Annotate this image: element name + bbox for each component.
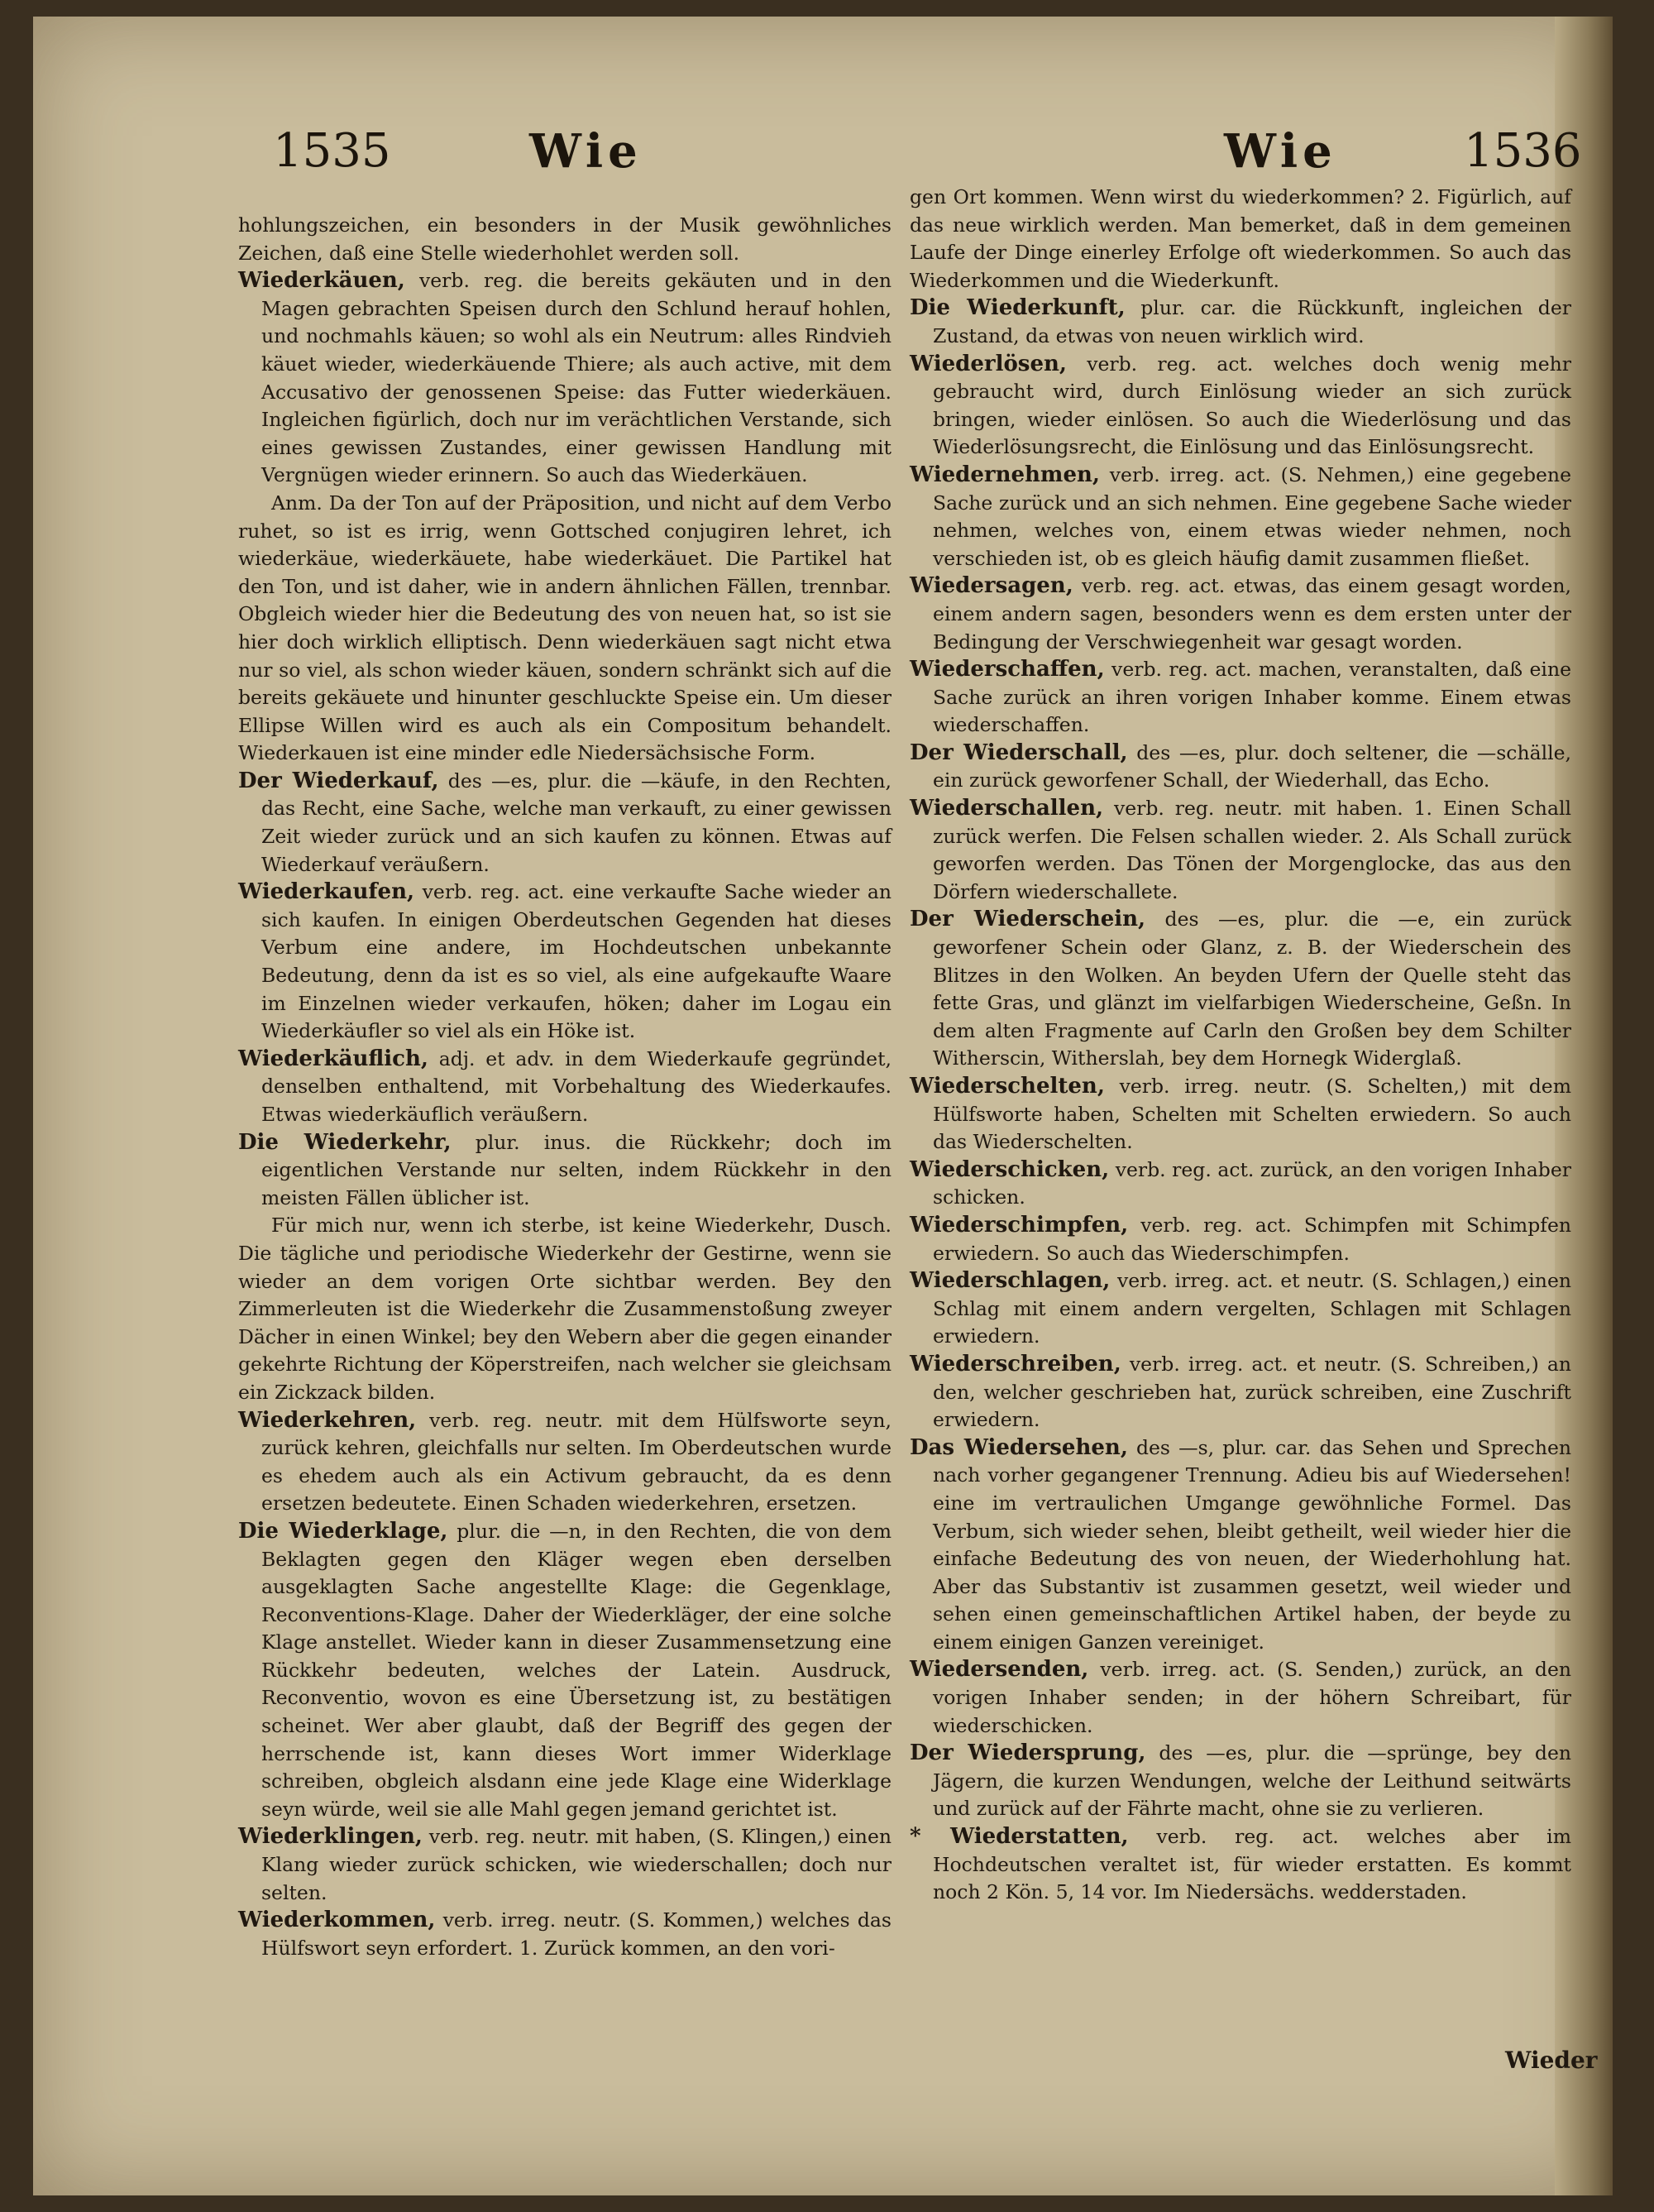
headword: Wiederkäuflich,: [238, 1046, 428, 1071]
entry-text: plur. die —n, in den Rechten, die von dem Beklagten gegen den Kläger wegen eben derselben ausgeklagten Sache angestellte Klage: die Gegenklage, Reconventions-Klage. Daher der Wiederkläger, der eine solche Klage anstellet. Wieder kann in dieser Zusammensetzung eine Rückkehr bedeuten, welches der Latein. Ausdruck, Reconventio, wovon es eine Übersetzung ist, zu bestätigen scheinet. Wer aber glaubt, daß der Begriff des gegen der herrschende ist, kann dieses Wort immer Widerklage schreiben, obgleich alsdann eine jede Klage eine Widerklage seyn würde, weil sie alle Mahl gegen jemand gerichtet ist.: [261, 1519, 892, 1821]
headword: Das Wiedersehen,: [910, 1434, 1128, 1460]
entry-text: des —s, plur. car. das Sehen und Sprechen nach vorher gegangener Trennung. Adieu bis auf Wiedersehen! eine im vertraulichen Umgange gewöhnliche Formel. Das Verbum, sich wieder sehen, bleibt getheilt, weil wieder hier die einfache Bedeutung des von neuen, der Wiederhohlung hat. Aber das Substantiv ist zusammen gesetzt, weil wieder und sehen einen gemeinschaftlichen Artikel haben, der beyde zu einem einigen Ganzen vereiniget.: [933, 1435, 1571, 1654]
headword: Wiederkaufen,: [238, 879, 415, 905]
dictionary-entry: [910, 1740, 1571, 1823]
dictionary-entry: [238, 1407, 892, 1518]
entry-text: gen Ort kommen. Wenn wirst du wiederkommen? 2. Figürlich, auf das neue wirklich werden. Man bemerket, daß in dem gemeinen Laufe der Dinge einerley Erfolge oft wiederkommen. So auch das Wiederkommen und die Wiederkunft.: [910, 185, 1571, 292]
entry-text: verb. irreg. act. et neutr. (S. Schlagen,) einen Schlag mit einem andern vergelten, Schlagen mit Schlagen erwiedern.: [933, 1269, 1571, 1348]
entry-text: verb. irreg. neutr. (S. Kommen,) welches das Hülfswort seyn erfordert. 1. Zurück kommen, an den vori-: [261, 1908, 892, 1960]
entry-text: verb. reg. act. machen, veranstalten, daß eine Sache zurück an ihren vorigen Inhaber komme. Einem etwas wiederschaffen.: [933, 658, 1571, 737]
entry-text: verb. irreg. act. (S. Senden,) zurück, an den vorigen Inhaber senden; in der höhern Schreibart, für wiederschicken.: [933, 1658, 1571, 1737]
dictionary-entry: [910, 351, 1571, 462]
headword: Wiederschlagen,: [910, 1268, 1111, 1294]
entry-text: verb. reg. die bereits gekäuten und in den Magen gebrachten Speisen durch den Schlund herauf hohlen, und nochmahls käuen; so wohl als ein Neutrum: alles Rindvieh käuet wieder, wiederkäuende Thiere; als auch active, mit dem Accusativo der genossenen Speise: das Futter wiederkäuen. Ingleichen figürlich, doch nur im verächtlichen Verstande, sich eines gewissen Zustandes, einer gewissen Handlung mit Vergnügen wieder erinnern. So auch das Wiederkäuen.: [261, 269, 892, 487]
dictionary-entry: [238, 1129, 892, 1213]
page-number-left: 1535: [273, 124, 391, 178]
headword: Der Wiederschein,: [910, 907, 1146, 932]
entry-text: des —es, plur. die —e, ein zurück geworfener Schein oder Glanz, z. B. der Wiederschein des Blitzes in den Wolken. An beyden Ufern der Quelle steht das fette Gras, und glänzt im vielfarbigen Wiederscheine, Geßn. In dem alten Fragmente auf Carln den Großen bey dem Schilter Witherscin, Witherslah, bey dem Hornegk Widerglaß.: [933, 907, 1571, 1070]
headword: Wiederschicken,: [910, 1156, 1110, 1182]
headword: Wiederschaffen,: [910, 657, 1105, 682]
headword: Wiederschreiben,: [910, 1351, 1121, 1377]
entry-text: Für mich nur, wenn ich sterbe, ist keine Wiederkehr, Dusch. Die tägliche und periodische Wiederkehr der Gestirne, wenn sie wieder an dem vorigen Orte sichtbar werden. Bey den Zimmerleuten ist die Wiederkehr die Zusammenstoßung zweyer Dächer in einen Winkel; bey den Webern aber die gegen einander gekehrte Richtung der Köperstreifen, nach welcher sie gleichsam ein Zickzack bilden.: [238, 1214, 892, 1404]
entry-text: verb. irreg. neutr. (S. Schelten,) mit dem Hülfsworte haben, Schelten mit Schelten erwiedern. So auch das Wiederschelten.: [933, 1075, 1571, 1154]
left-column: [238, 212, 892, 1962]
dictionary-entry: [238, 768, 892, 879]
dictionary-entry: [910, 1351, 1571, 1434]
headword: Wiederkommen,: [238, 1908, 436, 1933]
headword: Die Wiederkehr,: [238, 1129, 452, 1155]
running-head-right: Wie: [1224, 124, 1337, 179]
entry-text: verb. reg. act. welches aber im Hochdeutschen veraltet ist, für wieder erstatten. Es kommt noch 2 Kön. 5, 14 vor. Im Niedersächs. wedderstaden.: [933, 1825, 1571, 1904]
dictionary-entry: [910, 1267, 1571, 1351]
dictionary-entry: [238, 1046, 892, 1129]
dictionary-entry: [238, 879, 892, 1046]
entry-text: verb. reg. act. welches doch wenig mehr gebraucht wird, durch Einlösung wieder an sich zurück bringen, wieder einlösen. So auch die Wiederlösung und das Wiederlösungsrecht, die Einlösung und das Einlösungsrecht.: [933, 352, 1571, 459]
dictionary-entry: [238, 267, 892, 490]
entry-text: verb. reg. act. zurück, an den vorigen Inhaber schicken.: [933, 1157, 1571, 1209]
catchword: Wieder: [1505, 2047, 1598, 2074]
annotation-paragraph: [238, 490, 892, 768]
continued-text: [238, 212, 892, 267]
dictionary-entry: [910, 1156, 1571, 1212]
entry-text: verb. irreg. act. (S. Nehmen,) eine gegebene Sache zurück und an sich nehmen. Eine gegebene Sache wieder nehmen, welches von, einem etwas wieder nehmen, noch verschieden ist, ob es gleich häufig damit zusammen fließet.: [933, 462, 1571, 570]
headword: Wiederkehren,: [238, 1407, 417, 1433]
entry-text: verb. reg. neutr. mit dem Hülfsworte seyn, zurück kehren, gleichfalls nur selten. Im Oberdeutschen wurde es ehedem auch als ein Activum gebraucht, da es denn ersetzen bedeutete. Einen Schaden wiederkehren, ersetzen.: [261, 1408, 892, 1515]
entry-text: verb. irreg. act. et neutr. (S. Schreiben,) an den, welcher geschrieben hat, zurück schreiben, eine Zuschrift erwiedern.: [933, 1352, 1571, 1432]
dictionary-entry: [910, 1212, 1571, 1267]
headword: Der Wiedersprung,: [910, 1740, 1146, 1766]
dictionary-entry: [910, 740, 1571, 795]
headword: * Wiederstatten,: [910, 1824, 1129, 1850]
entry-text: verb. reg. act. etwas, das einem gesagt worden, einem andern sagen, besonders wenn es dem ersten unter der Bedingung der Verschwiegenheit war gesagt worden.: [933, 574, 1571, 654]
entry-text: verb. reg. neutr. mit haben. 1. Einen Schall zurück werfen. Die Felsen schallen wieder. 2. Als Schall zurück geworfen werden. Das Tönen der Morgenglocke, das aus den Dörfern wiederschallete.: [933, 797, 1571, 903]
dictionary-entry: [910, 294, 1571, 350]
headword: Wiederlösen,: [910, 351, 1067, 376]
dictionary-entry: [910, 1073, 1571, 1156]
headword: Die Wiederklage,: [238, 1518, 448, 1544]
headword: Die Wiederkunft,: [910, 295, 1126, 321]
dictionary-entry: [910, 1656, 1571, 1740]
headword: Wiederschelten,: [910, 1074, 1105, 1099]
entry-text: hohlungszeichen, ein besonders in der Musik gewöhnliches Zeichen, daß eine Stelle wiederhohlet werden soll.: [238, 213, 892, 265]
dictionary-entry: [910, 795, 1571, 906]
headword: Der Wiederkauf,: [238, 768, 439, 793]
entry-text: adj. et adv. in dem Wiederkaufe gegründet, denselben enthaltend, mit Vorbehaltung des Wiederkaufes. Etwas wiederkäuflich veräußern.: [261, 1046, 892, 1126]
entry-text: verb. reg. act. Schimpfen mit Schimpfen erwiedern. So auch das Wiederschimpfen.: [933, 1213, 1571, 1265]
dictionary-entry: [238, 1823, 892, 1907]
headword: Wiederklingen,: [238, 1824, 423, 1850]
entry-text: plur. car. die Rückkunft, ingleichen der Zustand, da etwas von neuen wirklich wird.: [933, 296, 1571, 347]
entry-text: verb. reg. neutr. mit haben, (S. Klingen,) einen Klang wieder zurück schicken, wie wiederschallen; doch nur selten.: [261, 1825, 892, 1904]
book-page: [33, 17, 1613, 2195]
headword: Wiederschimpfen,: [910, 1212, 1129, 1238]
running-head-left: Wie: [529, 124, 643, 179]
headword: Der Wiederschall,: [910, 740, 1128, 765]
entry-text: plur. inus. die Rückkehr; doch im eigentlichen Verstande nur selten, indem Rückkehr in den meisten Fällen üblicher ist.: [261, 1130, 892, 1209]
dictionary-entry: [910, 656, 1571, 740]
continued-text: [910, 184, 1571, 294]
headword: Wiederschallen,: [910, 796, 1104, 821]
page-number-right: 1536: [1464, 124, 1582, 178]
dictionary-entry: [238, 1907, 892, 1962]
dictionary-entry: [910, 906, 1571, 1073]
dictionary-entry: [910, 1823, 1571, 1907]
headword: Wiedersagen,: [910, 573, 1073, 599]
right-column: [910, 184, 1571, 1907]
entry-text: des —es, plur. die —käufe, in den Rechten, das Recht, eine Sache, welche man verkauft, zu einer gewissen Zeit wieder zurück und an sich kaufen zu können. Etwas auf Wiederkauf veräußern.: [261, 768, 892, 876]
entry-text: Anm. Da der Ton auf der Präposition, und nicht auf dem Verbo ruhet, so ist es irrig, wenn Gottsched conjugiren lehret, ich wiederkäue, wiederkäuete, habe wiederkäuet. Die Partikel hat den Ton, und ist daher, wie in andern ähnlichen Fällen, trennbar. Obgleich wieder hier die Bedeutung des von neuen hat, so ist sie hier doch wirklich elliptisch. Denn wiederkäuen sagt nicht etwa nur so viel, als schon wieder käuen, sondern schränkt sich auf die bereits gekäuete und hinunter geschluckte Speise ein. Um dieser Ellipse Willen wird es auch als ein Compositum behandelt. Wiederkauen ist eine minder edle Niedersächsische Form.: [238, 491, 892, 765]
entry-text: des —es, plur. doch seltener, die —schälle, ein zurück geworfener Schall, der Wiederhall, das Echo.: [933, 740, 1571, 792]
headword: Wiedernehmen,: [910, 462, 1100, 487]
headword: Wiederkäuen,: [238, 268, 405, 294]
headword: Wiedersenden,: [910, 1657, 1089, 1683]
annotation-paragraph: [238, 1212, 892, 1406]
dictionary-entry: [238, 1518, 892, 1824]
entry-text: verb. reg. act. eine verkaufte Sache wieder an sich kaufen. In einigen Oberdeutschen Gegenden hat dieses Verbum eine andere, im Hochdeutschen unbekannte Bedeutung, denn da ist es so viel, als eine aufgekaufte Waare im Einzelnen wieder verkaufen, höken; daher im Logau ein Wiederkäufler so viel als ein Höke ist.: [261, 880, 892, 1043]
entry-text: des —es, plur. die —sprünge, bey den Jägern, die kurzen Wendungen, welche der Leithund seitwärts und zurück auf der Fährte macht, ohne sie zu verlieren.: [933, 1741, 1571, 1821]
dictionary-entry: [910, 572, 1571, 656]
dictionary-entry: [910, 1434, 1571, 1657]
dictionary-entry: [910, 462, 1571, 572]
